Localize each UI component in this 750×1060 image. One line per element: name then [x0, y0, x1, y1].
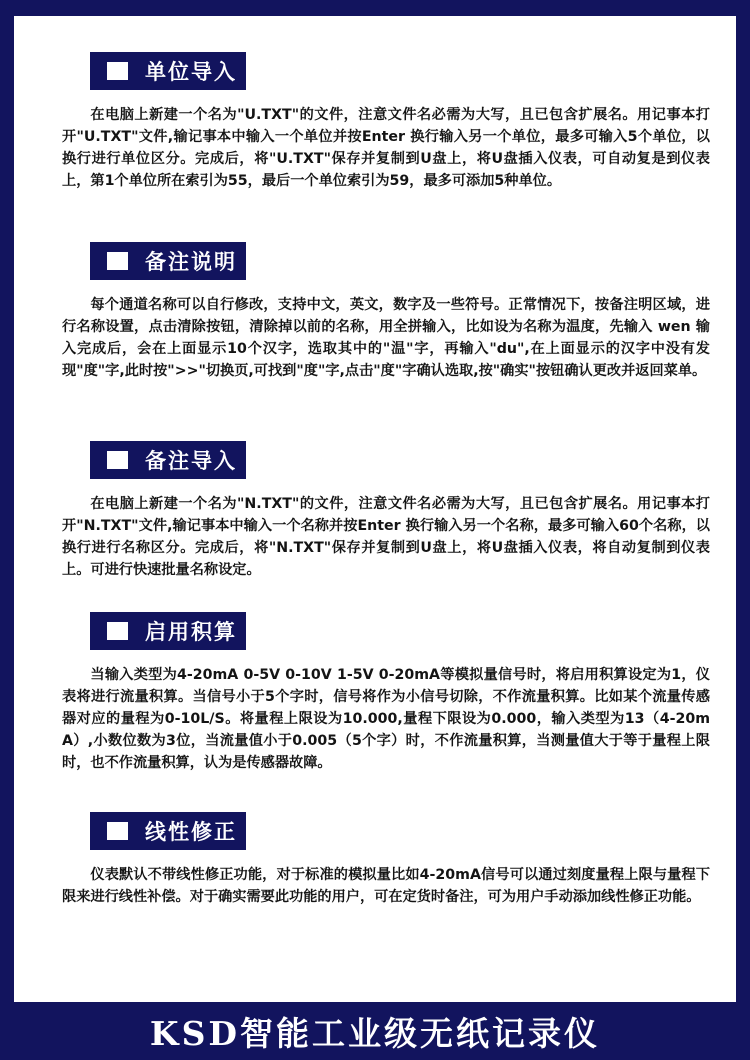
section-title: 备注导入 — [145, 449, 237, 473]
square-bullet-icon — [107, 451, 128, 469]
section-heading — [90, 812, 246, 850]
square-bullet-icon — [107, 252, 128, 270]
square-bullet-icon — [107, 822, 128, 840]
footer-product-title: KSD智能工业级无纸记录仪 — [149, 1014, 601, 1053]
section-heading — [90, 242, 246, 280]
square-bullet-icon — [107, 622, 128, 640]
content-panel — [14, 16, 736, 1002]
section-body: 每个通道名称可以自行修改，支持中文，英文，数字及一些符号。正常情况下，按备注明区域，进行名称设置，点击清除按钮，清除掉以前的名称，用全拼输入，比如设为名称为温度，先输入 wen 输入完成后，会在上面显示10个汉字，选取其中的"温"字，再输入"du",在上面显示的汉字中没有发现"度"字,此时按">>"切换页,可找到"度"字,点击"度"字确认选取,按"确实"按钮确认更改并返回菜单。 — [62, 297, 710, 379]
section-heading — [90, 441, 246, 479]
section-heading — [90, 612, 246, 650]
section-title: 单位导入 — [145, 60, 237, 84]
section-body: 当输入类型为4-20mA 0-5V 0-10V 1-5V 0-20mA等模拟量信号时，将启用积算设定为1，仪表将进行流量积算。当信号小于5个字时，信号将作为小信号切除，不作流量积算。比如某个流量传感器对应的量程为0-10L/S。将量程上限设为10.000,量程下限设为0.000，输入类型为13（4-20mA）,小数位数为3位，当流量值小于0.005（5个字）时，不作流量积算，当测量值大于等于量程上限时，也不作流量积算，认为是传感器故障。 — [62, 667, 710, 771]
section-body: 仪表默认不带线性修正功能，对于标准的模拟量比如4-20mA信号可以通过刻度量程上限与量程下限来进行线性补偿。对于确实需要此功能的用户，可在定货时备注，可为用户手动添加线性修正功能。 — [62, 867, 710, 905]
square-bullet-icon — [107, 62, 128, 80]
section-title: 启用积算 — [145, 620, 237, 644]
section-body: 在电脑上新建一个名为"U.TXT"的文件，注意文件名必需为大写，且已包含扩展名。用记事本打开"U.TXT"文件,输记事本中输入一个单位并按Enter 换行输入另一个单位，最多可输入5个单位，以换行进行单位区分。完成后，将"U.TXT"保存并复制到U盘上，将U盘插入仪表，可自动复是到仪表上，第1个单位所在索引为55，最后一个单位索引为59，最多可添加5种单位。 — [62, 107, 710, 189]
section-title: 线性修正 — [145, 820, 237, 844]
section-title: 备注说明 — [145, 250, 237, 274]
section-heading — [90, 52, 246, 90]
section-body: 在电脑上新建一个名为"N.TXT"的文件，注意文件名必需为大写，且已包含扩展名。用记事本打开"N.TXT"文件,输记事本中输入一个名称并按Enter 换行输入另一个名称，最多可输入60个名称，以换行进行名称区分。完成后，将"N.TXT"保存并复制到U盘上，将U盘插入仪表，将自动复制到仪表上。可进行快速批量名称设定。 — [62, 496, 710, 578]
